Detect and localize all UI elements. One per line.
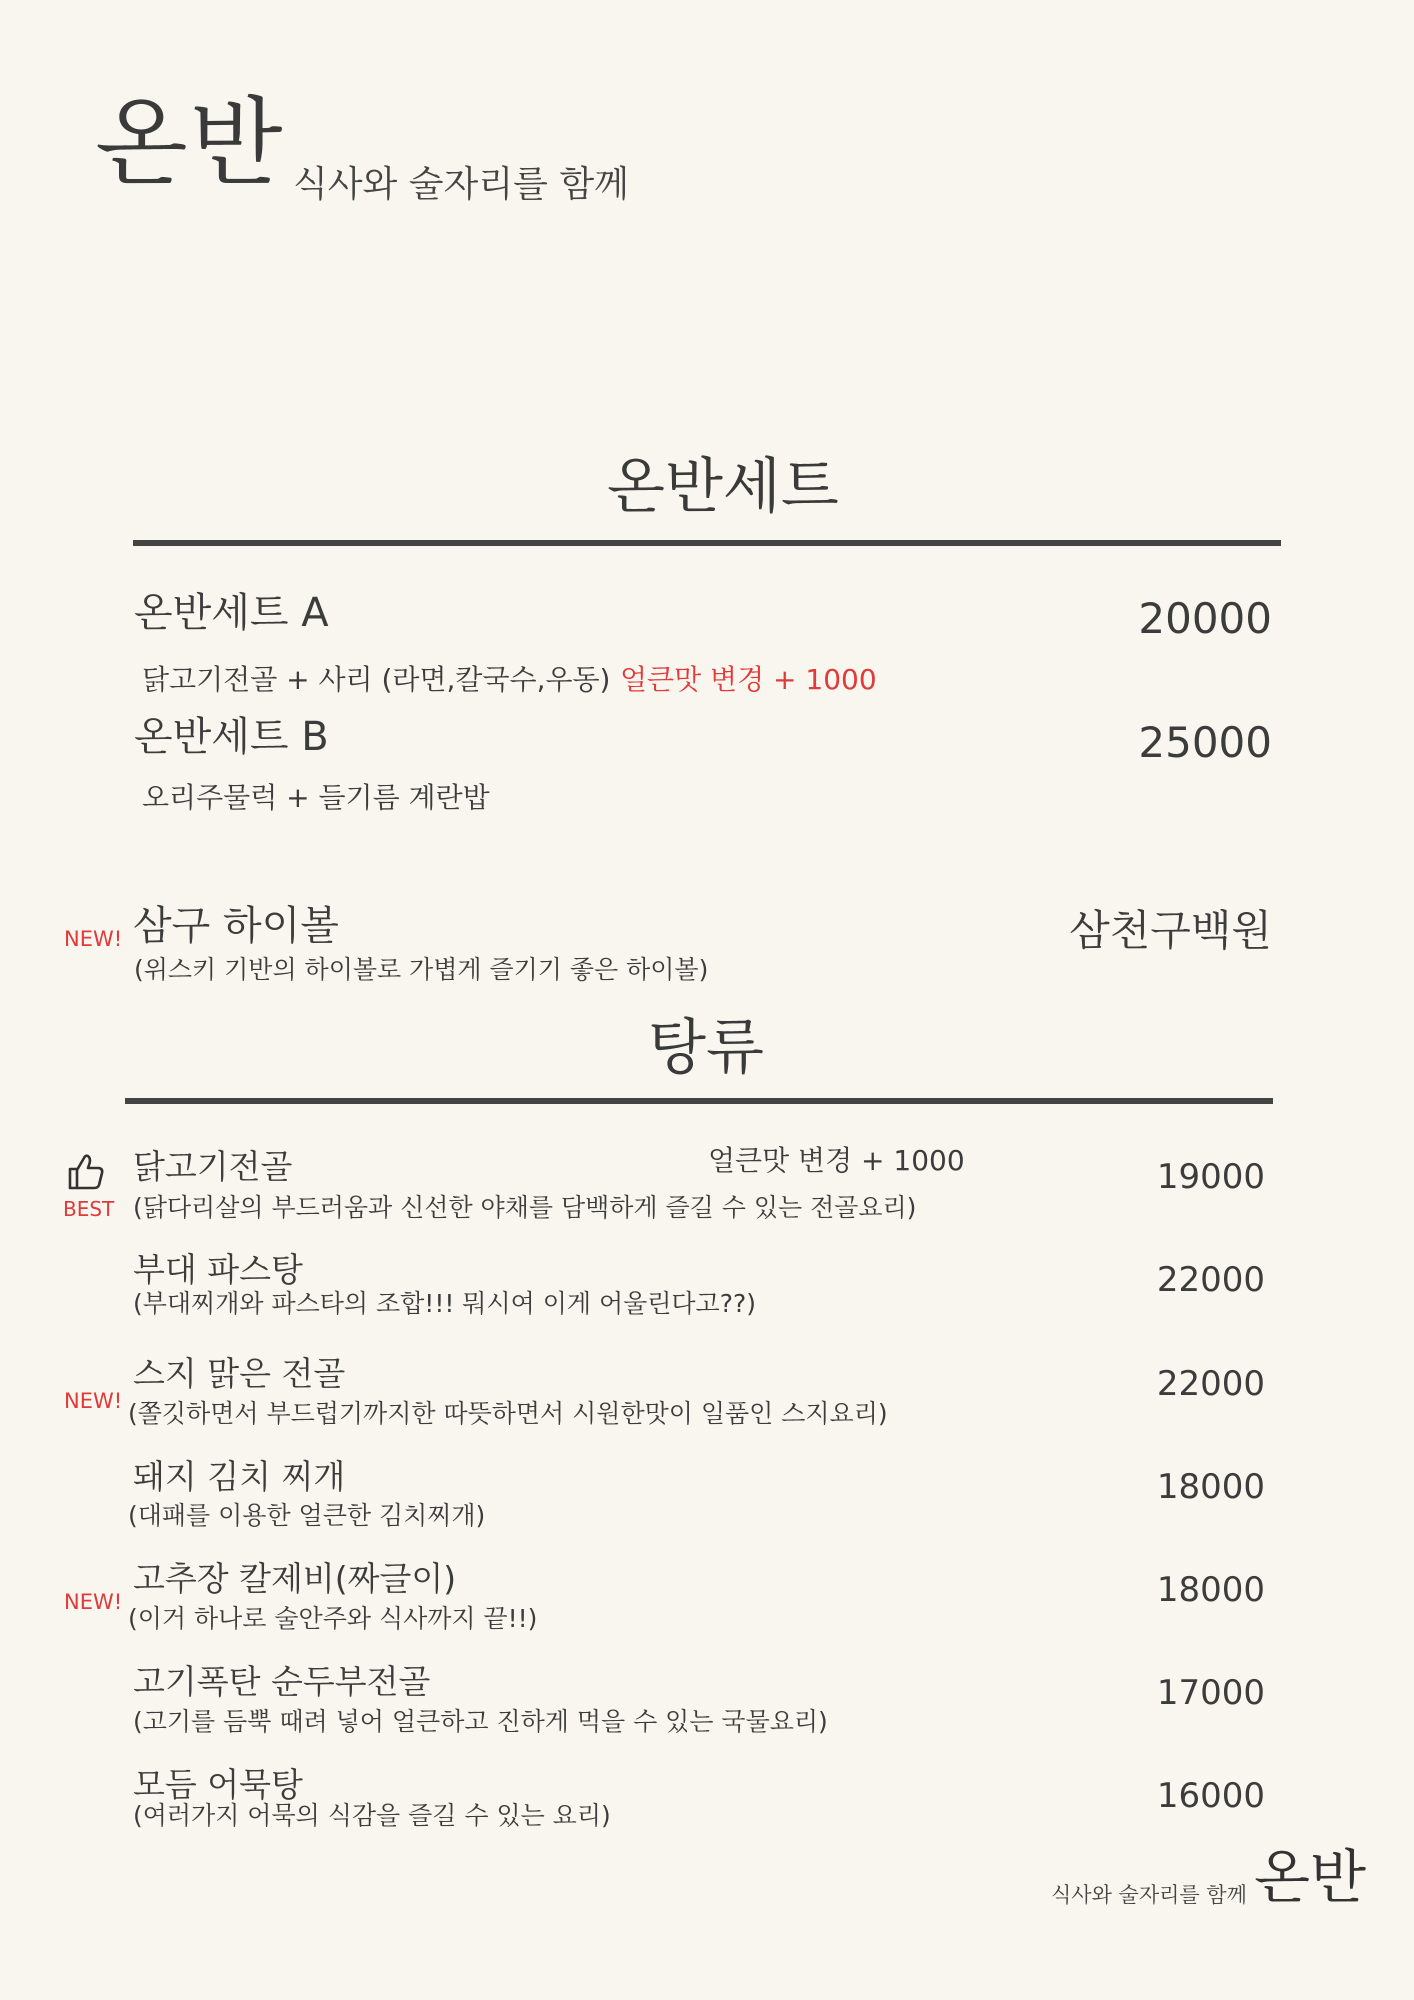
thumbs-up-icon [66, 1152, 106, 1192]
brand-logo: 온반 [95, 87, 285, 199]
menu-item-price: 19000 [1156, 1157, 1265, 1197]
set-item-price: 20000 [1138, 594, 1272, 643]
menu-item-price: 17000 [1156, 1673, 1265, 1713]
menu-item-desc: (부대찌개와 파스타의 조합!!! 뭐시여 이게 어울린다고??) [133, 1289, 756, 1318]
menu-item-name: 닭고기전골 [133, 1147, 293, 1186]
spicy-option: 얼큰맛 변경 + 1000 [620, 663, 877, 696]
menu-item-name: 모듬 어묵탕 [133, 1765, 303, 1804]
menu-item-price: 18000 [1156, 1570, 1265, 1610]
menu-item-desc: (여러가지 어묵의 식감을 즐길 수 있는 요리) [133, 1801, 611, 1830]
footer-tagline: 식사와 술자리를 함께 [1051, 1883, 1247, 1907]
menu-item-name: 스지 맑은 전골 [133, 1354, 346, 1393]
section-title-sets: 온반세트 [607, 452, 839, 522]
menu-item-desc: (대패를 이용한 얼큰한 김치찌개) [128, 1501, 486, 1530]
menu-item-desc: (이거 하나로 술안주와 식사까지 끝!!) [128, 1604, 538, 1633]
spicy-option: 얼큰맛 변경 + 1000 [708, 1144, 965, 1177]
menu-item-price: 22000 [1156, 1364, 1265, 1404]
menu-item-desc: (고기를 듬뿍 때려 넣어 얼큰하고 진하게 먹을 수 있는 국물요리) [133, 1707, 828, 1736]
menu-item-name: 부대 파스탕 [133, 1250, 303, 1289]
menu-item-price: 18000 [1156, 1467, 1265, 1507]
highball-desc: (위스키 기반의 하이볼로 가볍게 즐기기 좋은 하이볼) [134, 955, 709, 984]
menu-item-name: 돼지 김치 찌개 [133, 1457, 346, 1496]
set-item-desc: 오리주물럭 + 들기름 계란밥 [142, 781, 490, 814]
set-item-name: 온반세트 B [134, 714, 329, 760]
section-title-soups: 탕류 [648, 1013, 764, 1083]
menu-item-desc: (닭다리살의 부드러움과 신선한 야채를 담백하게 즐길 수 있는 전골요리) [133, 1193, 917, 1222]
menu-item-name: 고추장 칼제비(짜글이) [133, 1559, 457, 1598]
set-item-price: 25000 [1138, 718, 1272, 767]
menu-item-price: 16000 [1156, 1776, 1265, 1816]
menu-item-price: 22000 [1156, 1260, 1265, 1300]
new-badge: NEW! [64, 1590, 123, 1614]
best-badge: BEST [63, 1197, 115, 1221]
footer-logo: 온반 [1254, 1843, 1367, 1911]
highball-name: 삼구 하이볼 [133, 903, 339, 949]
set-item-desc: 닭고기전골 + 사리 (라면,칼국수,우동) [142, 663, 611, 696]
brand-tagline: 식사와 술자리를 함께 [293, 164, 629, 205]
highball-price: 삼천구백원 [1069, 906, 1272, 955]
section-divider [133, 540, 1281, 546]
section-divider [125, 1098, 1273, 1104]
set-item-name: 온반세트 A [134, 590, 329, 636]
menu-item-name: 고기폭탄 순두부전골 [133, 1662, 431, 1701]
new-badge: NEW! [64, 927, 123, 951]
new-badge: NEW! [64, 1389, 123, 1413]
menu-item-desc: (쫄깃하면서 부드럽기까지한 따뜻하면서 시원한맛이 일품인 스지요리) [128, 1399, 888, 1428]
